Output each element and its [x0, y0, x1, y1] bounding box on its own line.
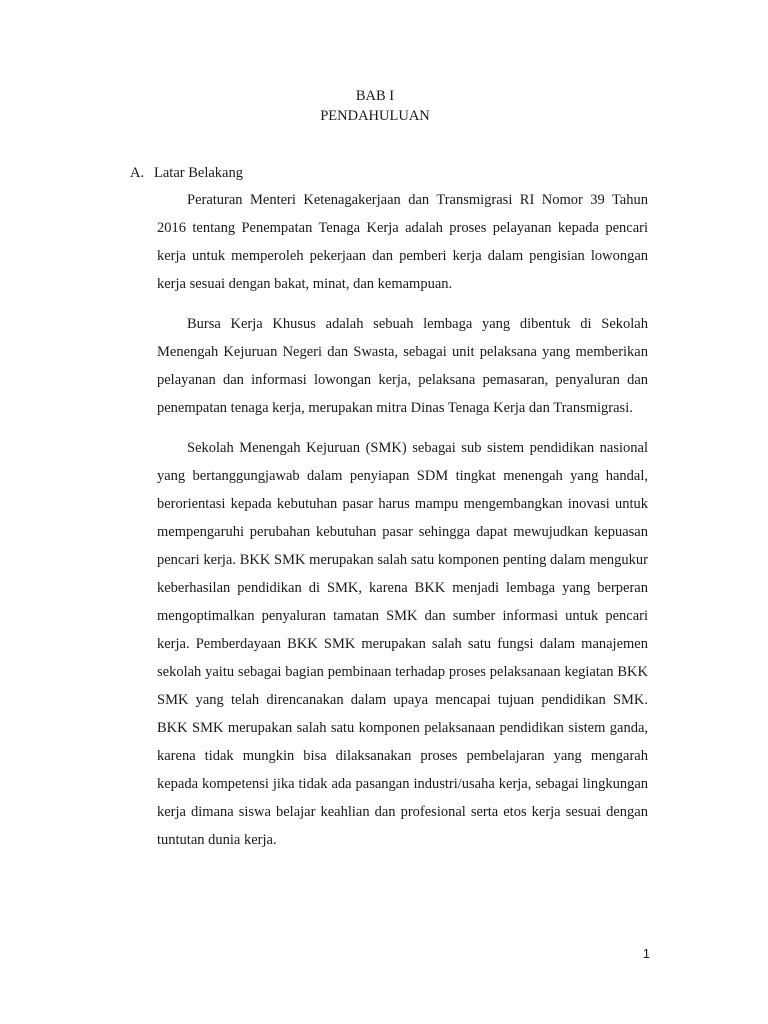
section-title: Latar Belakang [154, 165, 243, 181]
section-heading [130, 163, 243, 183]
paragraph: Sekolah Menengah Kejuruan (SMK) sebagai sub sistem pendidikan nasional yang bertanggungjawab dalam penyiapan SDM tingkat menengah yang handal, berorientasi kepada kebutuhan pasar harus mampu mengembangkan inovasi untuk mempengaruhi perubahan kebutuhan pasar sehingga dapat mewujudkan kepuasan pencari kerja. BKK SMK merupakan salah satu komponen penting dalam mengukur keberhasilan pendidikan di SMK, karena BKK menjadi lembaga yang berperan mengoptimalkan penyaluran tamatan SMK dan sumber informasi untuk pencari kerja. Pemberdayaan BKK SMK merupakan salah satu fungsi dalam manajemen sekolah yaitu sebagai bagian pembinaan terhadap proses pelaksanaan kegiatan BKK SMK yang telah direncanakan dalam upaya mencapai tujuan pendidikan SMK. BKK SMK merupakan salah satu komponen pelaksanaan pendidikan sistem ganda, karena tidak mungkin bisa dilaksanakan proses pembelajaran yang mengarah kepada kompetensi jika tidak ada pasangan industri/usaha kerja, sebagai lingkungan kerja dimana siswa belajar keahlian dan profesional serta etos kerja sesuai dengan tuntutan dunia kerja. [157, 440, 648, 848]
body-text [157, 186, 648, 866]
page-number: 1 [642, 946, 650, 961]
paragraph: Bursa Kerja Khusus adalah sebuah lembaga yang dibentuk di Sekolah Menengah Kejuruan Negeri dan Swasta, sebagai unit pelaksana yang memberikan pelayanan dan informasi lowongan kerja, pelaksana pemasaran, penyaluran dan penempatan tenaga kerja, merupakan mitra Dinas Tenaga Kerja dan Transmigrasi. [157, 316, 648, 416]
chapter-number: BAB I [355, 88, 395, 104]
chapter-heading [0, 86, 750, 126]
section-marker: A. [130, 165, 145, 181]
chapter-title: PENDAHULUAN [320, 108, 430, 124]
paragraph: Peraturan Menteri Ketenagakerjaan dan Transmigrasi RI Nomor 39 Tahun 2016 tentang Penempatan Tenaga Kerja adalah proses pelayanan kepada pencari kerja untuk memperoleh pekerjaan dan pemberi kerja dalam pengisian lowongan kerja sesuai dengan bakat, minat, dan kemampuan. [157, 192, 648, 292]
